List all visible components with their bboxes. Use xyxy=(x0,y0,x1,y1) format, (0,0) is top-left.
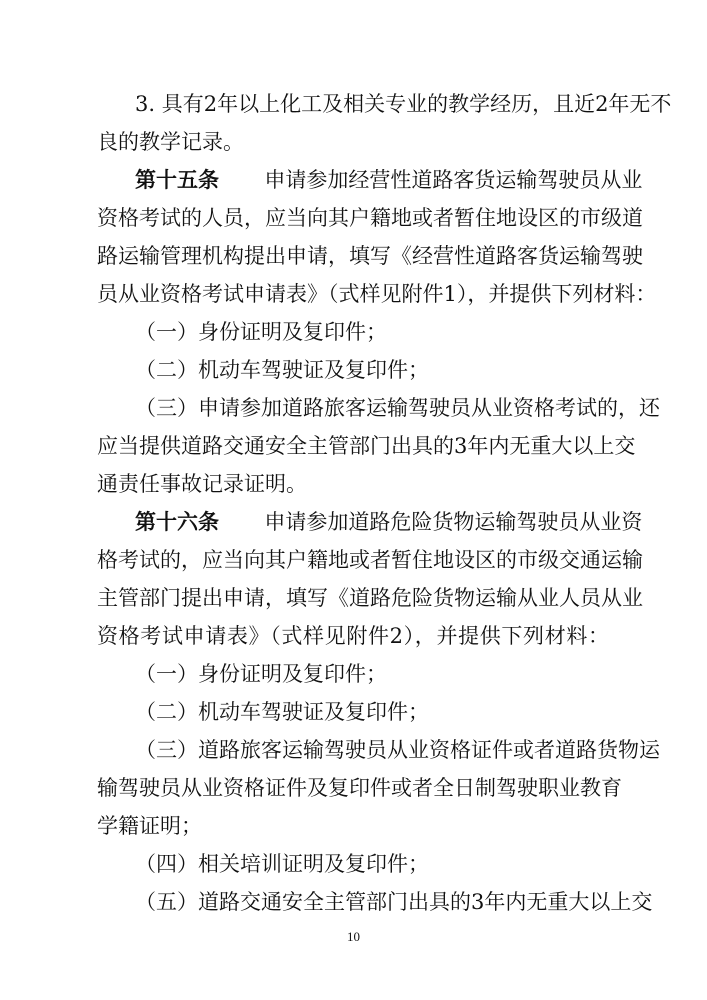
paragraph-line: 格考试的，应当向其户籍地或者暂住地设区的市级交通运输 xyxy=(97,548,643,572)
article-15-first-line xyxy=(135,168,643,192)
article-16-first-line xyxy=(135,510,643,534)
paragraph-line: 通责任事故记录证明。 xyxy=(97,472,307,496)
list-item: （四）相关培训证明及复印件； xyxy=(135,852,429,876)
article-16-text: 申请参加道路危险货物运输驾驶员从业资 xyxy=(264,510,643,534)
paragraph-line: 资格考试的人员，应当向其户籍地或者暂住地设区的市级道 xyxy=(97,206,643,230)
paragraph-line: 学籍证明； xyxy=(97,814,202,838)
article-15-label: 第十五条 xyxy=(135,168,219,192)
list-item: （一）身份证明及复印件； xyxy=(135,662,387,686)
paragraph-line: 主管部门提出申请，填写《道路危险货物运输从业人员从业 xyxy=(97,586,643,610)
article-16-label: 第十六条 xyxy=(135,510,219,534)
paragraph-line: 输驾驶员从业资格证件及复印件或者全日制驾驶职业教育 xyxy=(97,776,622,800)
list-item: （二）机动车驾驶证及复印件； xyxy=(135,358,429,382)
list-item: （三）申请参加道路旅客运输驾驶员从业资格考试的，还 xyxy=(135,396,660,420)
list-item: （一）身份证明及复印件； xyxy=(135,320,387,344)
paragraph-line: 路运输管理机构提出申请，填写《经营性道路客货运输驾驶 xyxy=(97,244,643,268)
article-15-text: 申请参加经营性道路客货运输驾驶员从业 xyxy=(264,168,643,192)
page-number: 10 xyxy=(347,929,360,944)
paragraph-line: 资格考试申请表》（式样见附件2），并提供下列材料： xyxy=(97,624,609,648)
list-item: （二）机动车驾驶证及复印件； xyxy=(135,700,429,724)
list-item: （五）道路交通安全主管部门出具的3年内无重大以上交 xyxy=(135,890,653,914)
paragraph-line: 员从业资格考试申请表》（式样见附件1），并提供下列材料： xyxy=(97,282,657,306)
paragraph-line: 3. 具有2年以上化工及相关专业的教学经历，且近2年无不 xyxy=(135,92,672,116)
paragraph-line: 应当提供道路交通安全主管部门出具的3年内无重大以上交 xyxy=(97,434,636,458)
paragraph-line: 良的教学记录。 xyxy=(97,130,244,154)
list-item: （三）道路旅客运输驾驶员从业资格证件或者道路货物运 xyxy=(135,738,660,762)
